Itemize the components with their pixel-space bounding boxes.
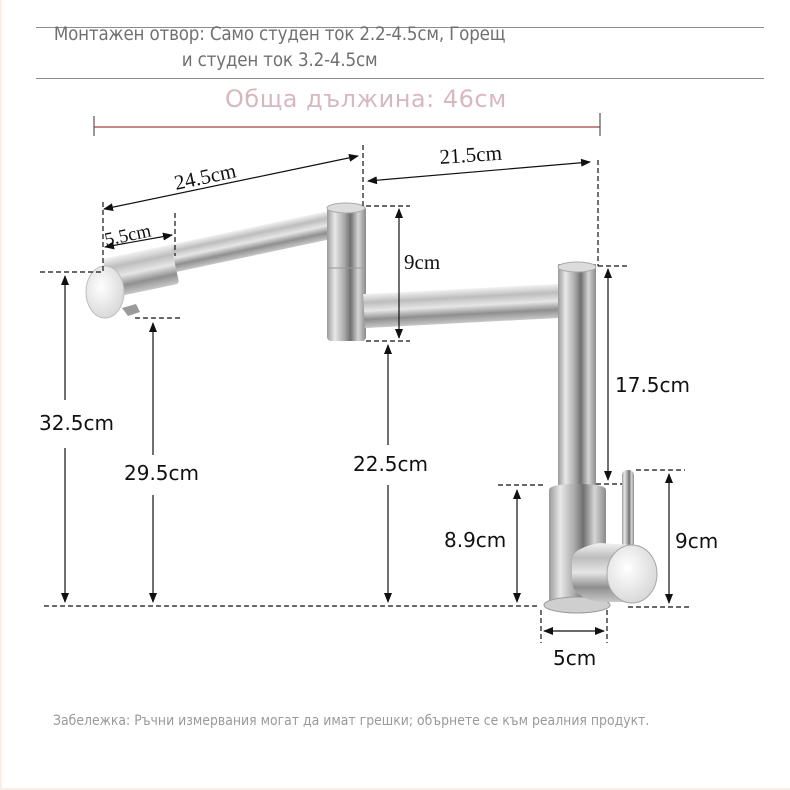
- dim-spout-tip-length: 5.5cm: [102, 220, 153, 251]
- dim-upper-arm-length: 21.5cm: [438, 140, 503, 169]
- dim-spout-arm-length: 24.5cm: [172, 158, 239, 195]
- aerator-nub: [122, 304, 140, 316]
- mounting-hole-line-2: и студен ток 3.2-4.5см: [181, 49, 378, 71]
- dim-elbow-clearance-height: 22.5cm: [353, 452, 429, 476]
- dim-spout-outlet-height: 29.5cm: [124, 461, 200, 485]
- spout-arm: [102, 207, 357, 299]
- total-length-line: [94, 113, 600, 136]
- dim-handle-height: 9cm: [675, 529, 719, 553]
- dim-base-diameter: 5cm: [553, 646, 597, 670]
- dim-elbow-joint-height: 9cm: [404, 250, 441, 274]
- spout-outlet-face: [86, 266, 124, 318]
- dim-total-height: 32.5cm: [39, 411, 115, 435]
- vertical-riser: [558, 264, 596, 494]
- measurement-disclaimer: Забележка: Ръчни измервания могат да имат грешки; обърнете се към реалния продукт.: [53, 713, 650, 729]
- dim-vertical-riser-height: 17.5cm: [615, 373, 691, 397]
- total-length-label: Обща дължина: 46см: [225, 85, 507, 113]
- middle-arm: [363, 283, 574, 328]
- faucet-illustration: [86, 203, 657, 613]
- elbow-joint: [327, 206, 366, 341]
- mounting-hole-line-1: Монтажен отвор: Само студен ток 2.2-4.5см, Горещ: [53, 23, 506, 45]
- dim-base-body-height: 8.9cm: [444, 528, 507, 552]
